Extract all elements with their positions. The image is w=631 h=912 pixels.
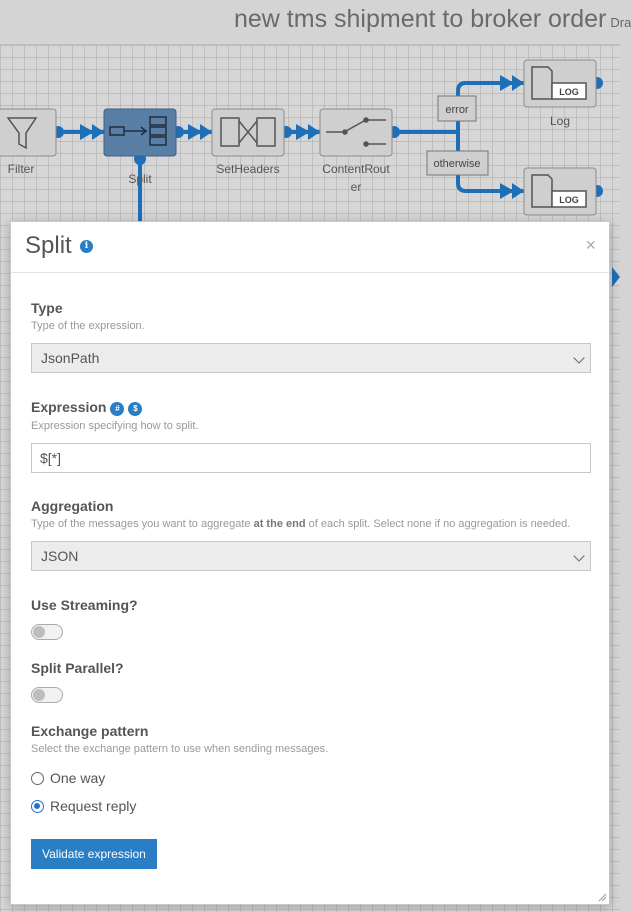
radio-request-reply[interactable]: [31, 796, 591, 816]
toggle-knob: [33, 626, 45, 638]
streaming-label: Use Streaming?: [31, 597, 138, 613]
type-select[interactable]: [31, 343, 591, 373]
expression-input[interactable]: $[*]: [31, 443, 591, 473]
node-label-contentrouter-2: er: [350, 180, 362, 194]
resize-grip-icon[interactable]: [597, 892, 607, 902]
expression-help: Expression specifying how to split.: [31, 420, 199, 432]
exchange-help: Select the exchange pattern to use when sending messages.: [31, 743, 329, 755]
split-node-box: [104, 109, 176, 156]
node-contentrouter[interactable]: [320, 109, 392, 194]
node-log-2[interactable]: [524, 168, 596, 215]
node-filter[interactable]: [0, 109, 56, 176]
exchange-label: Exchange pattern: [31, 723, 149, 739]
exchange-pattern-field: [31, 723, 591, 816]
branch-error[interactable]: [438, 96, 476, 121]
type-label: Type: [31, 300, 63, 316]
aggregation-select-value: JSON: [41, 548, 79, 564]
page-title-text: new tms shipment to broker order: [234, 5, 607, 33]
close-button[interactable]: ×: [585, 235, 596, 255]
node-label-setheaders: SetHeaders: [216, 162, 280, 176]
parallel-label: Split Parallel?: [31, 660, 124, 676]
streaming-toggle[interactable]: [31, 624, 63, 640]
expression-field: [31, 399, 591, 473]
type-field: [31, 300, 591, 373]
split-properties-dialog: [10, 221, 610, 905]
branch-otherwise[interactable]: [427, 151, 488, 175]
node-label-log: Log: [549, 114, 571, 128]
branch-error-label: error: [445, 104, 469, 116]
hash-badge-icon[interactable]: #: [110, 402, 124, 416]
node-label-split: Split: [128, 172, 152, 186]
node-log-1[interactable]: [524, 60, 596, 128]
type-help: Type of the expression.: [31, 320, 145, 332]
log-icon-text-2: LOG: [559, 195, 579, 205]
page-title: [234, 2, 631, 36]
dialog-title: Split: [25, 232, 72, 259]
radio-one-way-input[interactable]: [31, 772, 44, 785]
node-label-filter: Filter: [7, 162, 35, 176]
filter-node-box: [0, 109, 56, 156]
toggle-knob: [33, 689, 45, 701]
radio-request-reply-input[interactable]: [31, 800, 44, 813]
page-subtitle: Dra: [610, 15, 631, 30]
aggregation-field: [31, 498, 591, 571]
aggregation-help: Type of the messages you want to aggregate at the end of each split. Select none if no aggregation is needed.: [31, 518, 571, 530]
chevron-down-icon: [573, 352, 584, 363]
node-split[interactable]: [104, 109, 176, 186]
branch-otherwise-label: otherwise: [433, 158, 481, 170]
radio-request-reply-label: Request reply: [50, 798, 137, 814]
aggregation-select[interactable]: [31, 541, 591, 571]
dialog-header: [11, 222, 609, 273]
validate-expression-button[interactable]: Validate expression: [31, 839, 157, 869]
node-label-contentrouter: ContentRout: [322, 162, 390, 176]
expression-label: Expression: [31, 399, 107, 415]
type-select-value: JsonPath: [41, 350, 100, 366]
dollar-badge-icon[interactable]: $: [128, 402, 142, 416]
parallel-toggle[interactable]: [31, 687, 63, 703]
radio-one-way[interactable]: [31, 768, 591, 788]
streaming-field: [31, 597, 591, 640]
node-setheaders[interactable]: [212, 109, 284, 176]
radio-one-way-label: One way: [50, 770, 106, 786]
log-icon-text-1: LOG: [559, 87, 579, 97]
aggregation-label: Aggregation: [31, 498, 114, 514]
expression-label-row: [31, 399, 591, 416]
parallel-field: [31, 660, 591, 703]
chevron-down-icon: [573, 550, 584, 561]
info-icon[interactable]: i: [80, 240, 93, 253]
